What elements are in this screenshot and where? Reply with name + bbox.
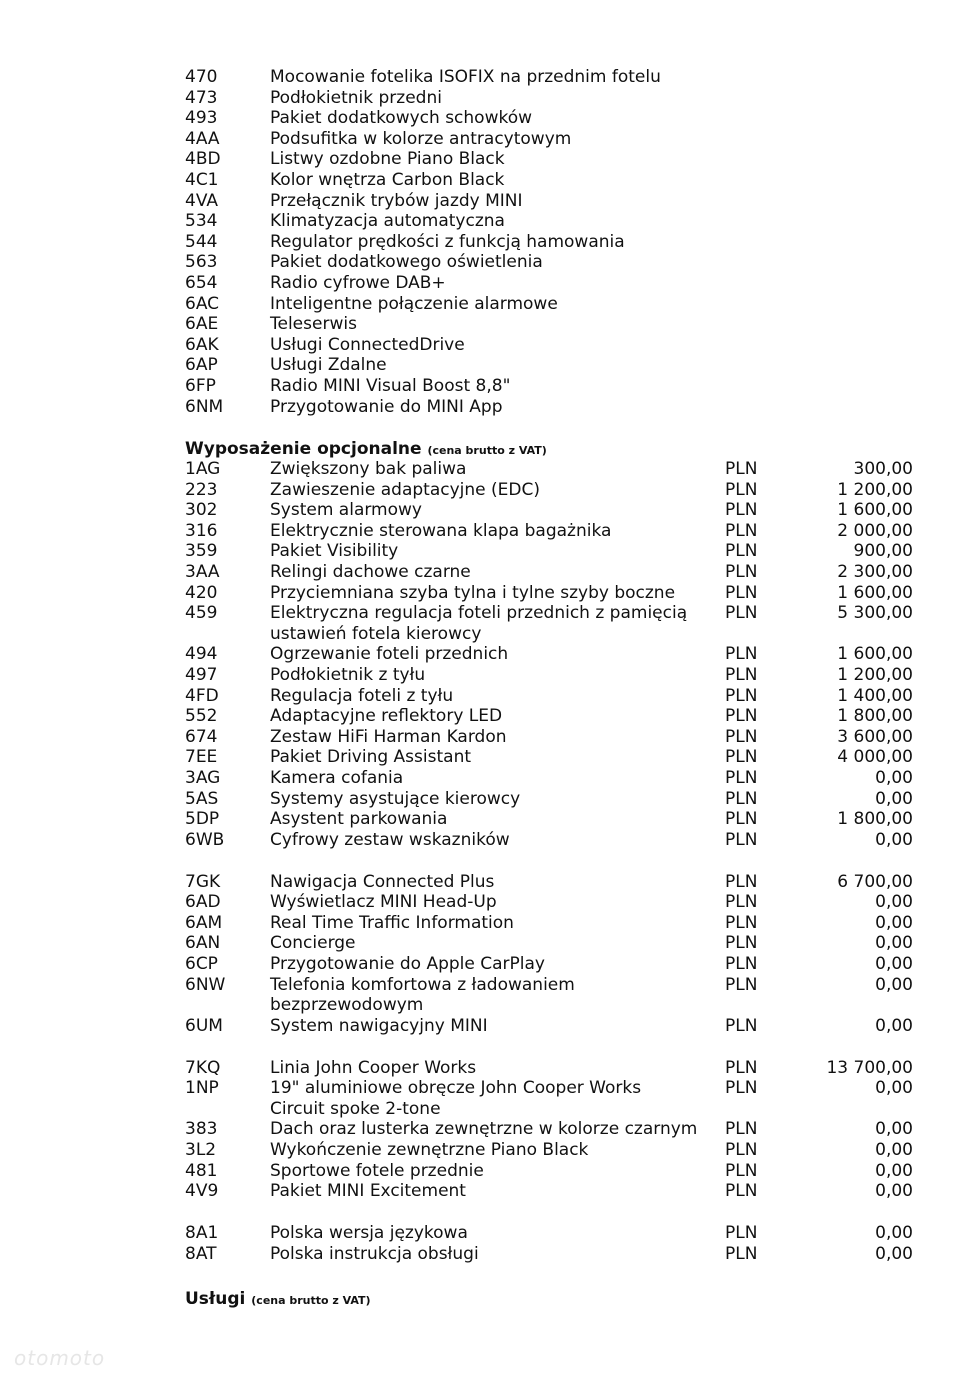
table-row	[0, 1078, 978, 1119]
optional-equipment-list	[0, 459, 978, 1264]
option-description: Pakiet MINI Excitement	[270, 1181, 466, 1202]
option-code: 6CP	[185, 953, 218, 974]
price: 2 300,00	[837, 561, 913, 582]
table-row	[0, 809, 978, 830]
option-description: Regulacja foteli z tyłu	[270, 685, 454, 706]
currency: PLN	[725, 829, 758, 850]
list-item	[0, 376, 978, 397]
currency: PLN	[725, 1015, 758, 1036]
option-description: Pakiet dodatkowych schowków	[270, 108, 533, 129]
option-code: 6AD	[185, 892, 221, 913]
list-item	[0, 314, 978, 335]
option-description: Mocowanie fotelika ISOFIX na przednim fotelu	[270, 67, 661, 87]
currency: PLN	[725, 892, 758, 913]
option-code: 383	[185, 1119, 218, 1140]
table-row	[0, 892, 978, 913]
table-row	[0, 1119, 978, 1140]
option-description: Nawigacja Connected Plus	[270, 871, 495, 892]
option-description: Teleserwis	[270, 314, 357, 335]
option-code: 552	[185, 706, 218, 727]
price: 0,00	[875, 892, 913, 913]
currency: PLN	[725, 582, 758, 603]
list-item	[0, 232, 978, 253]
option-code: 494	[185, 644, 218, 665]
option-description: Regulator prędkości z funkcją hamowania	[270, 231, 625, 252]
option-code: 7EE	[185, 747, 218, 768]
option-code: 470	[185, 67, 218, 87]
option-description: Klimatyzacja automatyczna	[270, 211, 505, 232]
option-description: Dach oraz lusterka zewnętrzne w kolorze czarnym	[270, 1119, 698, 1140]
price: 1 800,00	[837, 706, 913, 727]
price: 1 200,00	[837, 479, 913, 500]
table-row	[0, 768, 978, 789]
optional-heading-title: Wyposażenie opcjonalne	[185, 439, 422, 459]
option-code: 654	[185, 272, 218, 293]
option-code: 6WB	[185, 829, 225, 850]
option-code: 316	[185, 520, 218, 541]
option-description: Pakiet Driving Assistant	[270, 747, 472, 768]
option-code: 6AN	[185, 933, 221, 954]
option-description: System nawigacyjny MINI	[270, 1015, 488, 1036]
optional-equipment-heading	[185, 439, 547, 461]
list-item	[0, 294, 978, 315]
option-code: 4FD	[185, 685, 219, 706]
currency: PLN	[725, 664, 758, 685]
option-code: 674	[185, 726, 218, 747]
list-item	[0, 129, 978, 150]
option-description: Relingi dachowe czarne	[270, 561, 471, 582]
option-description: Przyciemniana szyba tylna i tylne szyby boczne	[270, 582, 676, 603]
price: 0,00	[875, 767, 913, 788]
currency: PLN	[725, 685, 758, 706]
option-description: Sportowe fotele przednie	[270, 1160, 484, 1181]
currency: PLN	[725, 644, 758, 665]
option-code: 223	[185, 479, 218, 500]
price: 5 300,00	[837, 603, 913, 624]
option-code: 1AG	[185, 459, 221, 479]
currency: PLN	[725, 479, 758, 500]
list-item	[0, 88, 978, 109]
option-description: Podłokietnik przedni	[270, 87, 442, 108]
table-row	[0, 541, 978, 562]
table-row	[0, 872, 978, 893]
currency: PLN	[725, 767, 758, 788]
option-description: Ogrzewanie foteli przednich	[270, 644, 509, 665]
price: 0,00	[875, 1078, 913, 1099]
list-item	[0, 108, 978, 129]
table-row	[0, 686, 978, 707]
table-row	[0, 954, 978, 975]
option-description: Usługi ConnectedDrive	[270, 334, 465, 355]
currency: PLN	[725, 1160, 758, 1181]
option-code: 7KQ	[185, 1057, 221, 1078]
option-description: 19" aluminiowe obręcze John Cooper Works Circuit spoke 2-tone	[270, 1078, 642, 1119]
table-row	[0, 747, 978, 768]
price: 0,00	[875, 1015, 913, 1036]
option-code: 5AS	[185, 788, 219, 809]
option-description: Telefonia komfortowa z ładowaniem bezprzewodowym	[270, 974, 575, 1016]
option-code: 420	[185, 582, 218, 603]
table-row	[0, 1244, 978, 1265]
price: 0,00	[875, 1181, 913, 1202]
price: 1 600,00	[837, 582, 913, 603]
currency: PLN	[725, 706, 758, 727]
table-row	[0, 500, 978, 521]
table-row	[0, 665, 978, 686]
option-code: 6AP	[185, 355, 218, 376]
option-description: Pakiet dodatkowego oświetlenia	[270, 252, 543, 273]
currency: PLN	[725, 726, 758, 747]
table-row	[0, 933, 978, 954]
price: 3 600,00	[837, 726, 913, 747]
table-row	[0, 644, 978, 665]
currency: PLN	[725, 1181, 758, 1202]
option-description: Podsufitka w kolorze antracytowym	[270, 128, 572, 149]
price: 0,00	[875, 1223, 913, 1244]
watermark-logo: otomoto	[14, 1346, 106, 1370]
currency: PLN	[725, 1223, 758, 1244]
option-code: 4BD	[185, 149, 221, 170]
currency: PLN	[725, 1057, 758, 1078]
option-code: 7GK	[185, 871, 221, 892]
price: 0,00	[875, 974, 913, 995]
group-spacer	[0, 1202, 978, 1223]
list-item	[0, 397, 978, 418]
price: 6 700,00	[837, 871, 913, 892]
currency: PLN	[725, 933, 758, 954]
option-code: 6UM	[185, 1015, 223, 1036]
table-row	[0, 603, 978, 644]
option-code: 302	[185, 500, 218, 521]
price: 0,00	[875, 1140, 913, 1160]
price: 1 400,00	[837, 685, 913, 706]
price: 4 000,00	[837, 747, 913, 768]
services-heading-note: (cena brutto z VAT)	[251, 1294, 371, 1307]
option-description: Polska instrukcja obsługi	[270, 1243, 479, 1264]
table-row	[0, 727, 978, 748]
option-code: 6NM	[185, 396, 224, 417]
price: 0,00	[875, 912, 913, 933]
table-row	[0, 1140, 978, 1161]
option-description: Inteligentne połączenie alarmowe	[270, 293, 558, 314]
option-code: 8A1	[185, 1223, 219, 1244]
currency: PLN	[725, 500, 758, 521]
price: 0,00	[875, 953, 913, 974]
currency: PLN	[725, 1119, 758, 1140]
currency: PLN	[725, 953, 758, 974]
table-row	[0, 480, 978, 501]
option-description: Podłokietnik z tyłu	[270, 664, 426, 685]
price: 0,00	[875, 1160, 913, 1181]
option-code: 6AK	[185, 334, 219, 355]
option-description: Radio MINI Visual Boost 8,8"	[270, 375, 511, 396]
option-code: 6AM	[185, 912, 223, 933]
list-item	[0, 355, 978, 376]
optional-heading-note: (cena brutto z VAT)	[427, 444, 547, 457]
currency: PLN	[725, 1078, 758, 1099]
option-code: 4AA	[185, 128, 220, 149]
list-item	[0, 170, 978, 191]
option-description: Pakiet Visibility	[270, 541, 399, 562]
option-description: Elektryczna regulacja foteli przednich z pamięcią ustawień fotela kierowcy	[270, 603, 688, 644]
option-code: 6AC	[185, 293, 220, 314]
price: 0,00	[875, 829, 913, 850]
currency: PLN	[725, 809, 758, 830]
table-row	[0, 459, 978, 480]
option-code: 4V9	[185, 1181, 219, 1202]
option-description: Kamera cofania	[270, 767, 404, 788]
services-heading-title: Usługi	[185, 1289, 246, 1309]
table-row	[0, 1058, 978, 1079]
option-code: 1NP	[185, 1078, 219, 1099]
option-description: Linia John Cooper Works	[270, 1057, 477, 1078]
currency: PLN	[725, 1243, 758, 1264]
price: 1 600,00	[837, 644, 913, 665]
table-row	[0, 913, 978, 934]
option-description: Przełącznik trybów jazdy MINI	[270, 190, 523, 211]
option-code: 4VA	[185, 190, 218, 211]
option-description: Systemy asystujące kierowcy	[270, 788, 521, 809]
list-item	[0, 252, 978, 273]
option-description: Listwy ozdobne Piano Black	[270, 149, 505, 170]
table-row	[0, 1223, 978, 1244]
option-description: Real Time Traffic Information	[270, 912, 514, 933]
option-description: Usługi Zdalne	[270, 355, 387, 376]
option-code: 3AA	[185, 561, 220, 582]
option-description: Przygotowanie do Apple CarPlay	[270, 953, 545, 974]
price: 2 000,00	[837, 520, 913, 541]
list-item	[0, 273, 978, 294]
table-row	[0, 706, 978, 727]
option-code: 497	[185, 664, 218, 685]
currency: PLN	[725, 1140, 758, 1160]
price: 0,00	[875, 788, 913, 809]
currency: PLN	[725, 520, 758, 541]
currency: PLN	[725, 912, 758, 933]
currency: PLN	[725, 871, 758, 892]
option-code: 481	[185, 1160, 218, 1181]
option-code: 544	[185, 231, 218, 252]
table-row	[0, 583, 978, 604]
table-row	[0, 1016, 978, 1037]
option-code: 6AE	[185, 314, 219, 335]
option-description: Zwiększony bak paliwa	[270, 459, 467, 479]
option-code: 534	[185, 211, 218, 232]
option-code: 563	[185, 252, 218, 273]
table-row	[0, 521, 978, 542]
option-code: 6NW	[185, 974, 226, 995]
currency: PLN	[725, 459, 758, 479]
price: 0,00	[875, 1119, 913, 1140]
group-spacer	[0, 850, 978, 871]
option-description: Polska wersja językowa	[270, 1223, 468, 1244]
currency: PLN	[725, 747, 758, 768]
option-description: Zawieszenie adaptacyjne (EDC)	[270, 479, 540, 500]
option-description: Asystent parkowania	[270, 809, 448, 830]
option-code: 473	[185, 87, 218, 108]
list-item	[0, 149, 978, 170]
table-row	[0, 1161, 978, 1182]
list-item	[0, 191, 978, 212]
table-row	[0, 1181, 978, 1202]
option-code: 8AT	[185, 1243, 217, 1264]
option-description: Radio cyfrowe DAB+	[270, 272, 446, 293]
option-code: 3L2	[185, 1140, 217, 1160]
list-item	[0, 67, 978, 88]
currency: PLN	[725, 541, 758, 562]
price: 13 700,00	[826, 1057, 913, 1078]
price: 0,00	[875, 1243, 913, 1264]
price: 300,00	[853, 459, 913, 479]
currency: PLN	[725, 603, 758, 624]
option-description: System alarmowy	[270, 500, 422, 521]
list-item	[0, 335, 978, 356]
price: 900,00	[853, 541, 913, 562]
list-item	[0, 211, 978, 232]
option-code: 459	[185, 603, 218, 624]
services-heading	[185, 1289, 371, 1311]
price: 1 600,00	[837, 500, 913, 521]
option-code: 493	[185, 108, 218, 129]
option-description: Concierge	[270, 933, 356, 954]
price: 1 800,00	[837, 809, 913, 830]
option-description: Przygotowanie do MINI App	[270, 396, 503, 417]
currency: PLN	[725, 974, 758, 995]
group-spacer	[0, 1036, 978, 1057]
standard-equipment-list	[0, 67, 978, 417]
option-description: Adaptacyjne reflektory LED	[270, 706, 503, 727]
option-description: Wykończenie zewnętrzne Piano Black	[270, 1140, 589, 1160]
option-description: Cyfrowy zestaw wskazników	[270, 829, 510, 850]
option-description: Elektrycznie sterowana klapa bagażnika	[270, 520, 612, 541]
table-row	[0, 975, 978, 1016]
currency: PLN	[725, 561, 758, 582]
table-row	[0, 562, 978, 583]
price: 1 200,00	[837, 664, 913, 685]
option-code: 6FP	[185, 375, 216, 396]
option-code: 5DP	[185, 809, 220, 830]
option-description: Zestaw HiFi Harman Kardon	[270, 726, 507, 747]
option-code: 359	[185, 541, 218, 562]
price: 0,00	[875, 933, 913, 954]
option-description: Kolor wnętrza Carbon Black	[270, 169, 505, 190]
option-code: 4C1	[185, 169, 219, 190]
option-code: 3AG	[185, 767, 221, 788]
option-description: Wyświetlacz MINI Head-Up	[270, 892, 497, 913]
table-row	[0, 830, 978, 851]
currency: PLN	[725, 788, 758, 809]
table-row	[0, 789, 978, 810]
